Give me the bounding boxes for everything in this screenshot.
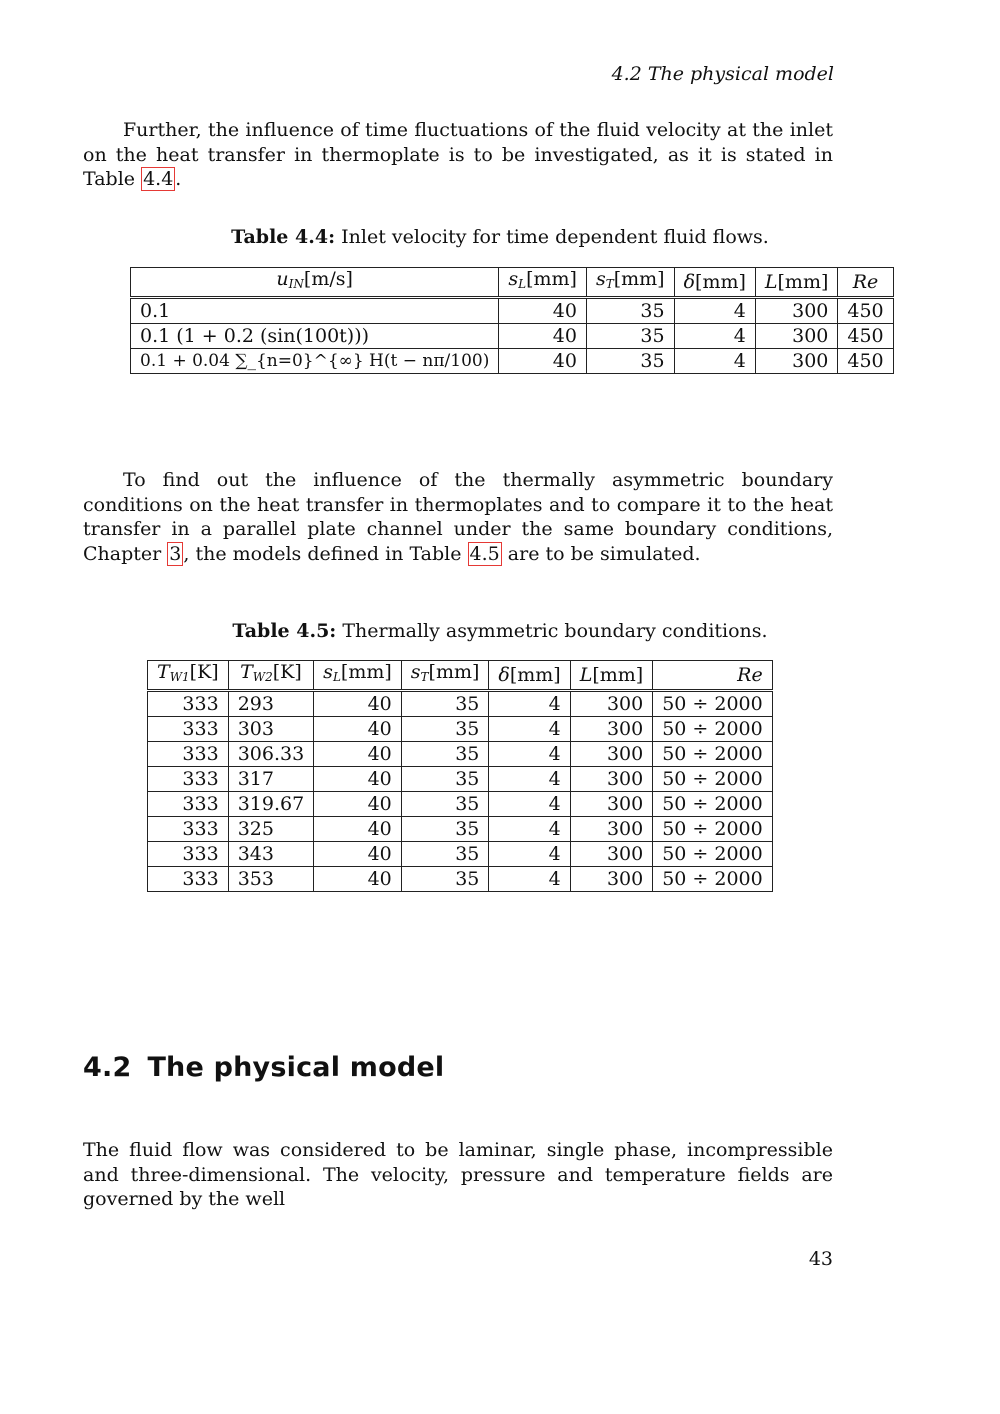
header-re: Re: [653, 661, 773, 691]
cell: 319.67: [228, 792, 313, 817]
header-s-l: $s_L[mm]$: [314, 661, 402, 691]
cell: 333: [148, 691, 229, 717]
cell: 4: [674, 324, 755, 349]
caption-text: Inlet velocity for time dependent fluid flows.: [341, 226, 769, 248]
cell: 353: [228, 867, 313, 892]
caption-label: Table 4.4:: [231, 226, 336, 248]
table-row: [148, 792, 773, 817]
cell: 50 ÷ 2000: [653, 767, 773, 792]
cell: 450: [838, 349, 893, 374]
cell-velocity: 0.1 (1 + 0.2 (sin(100t))): [131, 324, 499, 349]
cell: 40: [314, 792, 402, 817]
cell: 300: [570, 867, 652, 892]
cell: 333: [148, 742, 229, 767]
cell: 35: [401, 742, 489, 767]
cell: 40: [314, 742, 402, 767]
cell: 325: [228, 817, 313, 842]
header-delta: δ[mm]: [489, 661, 570, 691]
table-row: [148, 691, 773, 717]
cell: 300: [755, 298, 837, 324]
cell: 40: [499, 349, 587, 374]
cell: 300: [755, 324, 837, 349]
section-number: 4.2: [83, 1052, 132, 1083]
cell: 4: [489, 792, 570, 817]
cell: 40: [314, 817, 402, 842]
cell: 293: [228, 691, 313, 717]
header-u-in: $u_{IN}[m/s]$: [131, 268, 499, 298]
cell: 50 ÷ 2000: [653, 717, 773, 742]
header-s-t: $s_T[mm]$: [586, 268, 674, 298]
cell: 35: [401, 717, 489, 742]
chapter-3-link[interactable]: 3: [169, 542, 182, 565]
table-4-5: [147, 660, 773, 892]
cell: 40: [314, 717, 402, 742]
running-head: 4.2 The physical model: [611, 63, 834, 85]
cell-velocity: 0.1 + 0.04 ∑_{n=0}^{∞} H(t − nπ/100): [131, 349, 499, 374]
cell: 35: [586, 349, 674, 374]
cell: 333: [148, 717, 229, 742]
table-header-row: [131, 268, 894, 298]
paragraph-physical-model: The fluid flow was considered to be laminar, single phase, incompressible and three-dimensional. The velocity, pressure and temperature fields are governed by the well: [83, 1139, 833, 1210]
cell: 4: [489, 742, 570, 767]
paragraph-asymmetric-conditions: To find out the influence of the thermally asymmetric boundary conditions on the heat transfer in thermoplates and to compare it to the heat transfer in a parallel plate channel under the same boundary conditions, Chapter 3 , the models defined in Table 4.5 are to be simulated.: [83, 469, 833, 565]
cell: 300: [570, 792, 652, 817]
table-row: [148, 842, 773, 867]
cell: 317: [228, 767, 313, 792]
table-4-4-link[interactable]: 4.4: [143, 168, 174, 190]
cell-velocity: 0.1: [131, 298, 499, 324]
cell: 35: [401, 767, 489, 792]
table-4-4: [130, 267, 894, 374]
table-4-4-caption: [0, 226, 1000, 248]
table-header-row: [148, 661, 773, 691]
cell: 4: [674, 298, 755, 324]
table-row: [148, 817, 773, 842]
cell: 333: [148, 767, 229, 792]
header-s-l: $s_L[mm]$: [499, 268, 587, 298]
cell: 50 ÷ 2000: [653, 691, 773, 717]
cell: 450: [838, 298, 893, 324]
header-delta: δ[mm]: [674, 268, 755, 298]
cell: 50 ÷ 2000: [653, 842, 773, 867]
cell: 35: [586, 298, 674, 324]
table-row: [148, 867, 773, 892]
header-re: Re: [838, 268, 893, 298]
cell: 300: [570, 767, 652, 792]
table-row: [148, 742, 773, 767]
cell: 343: [228, 842, 313, 867]
header-t-w1: $T_{W1}[K]$: [148, 661, 229, 691]
cell: 35: [401, 842, 489, 867]
cell: 4: [489, 842, 570, 867]
cell: 300: [570, 717, 652, 742]
cell: 333: [148, 842, 229, 867]
cell: 333: [148, 792, 229, 817]
cell: 50 ÷ 2000: [653, 792, 773, 817]
cell: 300: [570, 691, 652, 717]
section-heading: [83, 1052, 444, 1083]
cell: 35: [401, 867, 489, 892]
header-l: L[mm]: [570, 661, 652, 691]
cell: 450: [838, 324, 893, 349]
cell: 35: [401, 792, 489, 817]
cell: 35: [586, 324, 674, 349]
cell: 40: [314, 767, 402, 792]
cell: 4: [489, 817, 570, 842]
table-row: [148, 717, 773, 742]
cell: 333: [148, 817, 229, 842]
cell: 35: [401, 817, 489, 842]
cell: 50 ÷ 2000: [653, 867, 773, 892]
table-row: [148, 767, 773, 792]
cell: 306.33: [228, 742, 313, 767]
section-title: The physical model: [147, 1052, 445, 1083]
cell: 4: [489, 767, 570, 792]
paragraph-inlet-fluctuation: Further, the influence of time fluctuations of the fluid velocity at the inlet on the heat transfer in thermoplate is to be investigated, as it is stated in Table 4.4 .: [83, 119, 833, 190]
table-4-5-caption: [0, 620, 1000, 642]
cell: 4: [674, 349, 755, 374]
cell: 50 ÷ 2000: [653, 817, 773, 842]
cell: 303: [228, 717, 313, 742]
cell: 4: [489, 691, 570, 717]
table-row: [131, 349, 894, 374]
cell: 40: [499, 324, 587, 349]
header-t-w2: $T_{W2}[K]$: [228, 661, 313, 691]
cell: 40: [499, 298, 587, 324]
cell: 40: [314, 691, 402, 717]
cell: 40: [314, 842, 402, 867]
cell: 300: [570, 742, 652, 767]
table-row: [131, 324, 894, 349]
table-4-5-link[interactable]: 4.5: [469, 542, 500, 565]
cell: 4: [489, 867, 570, 892]
table-row: [131, 298, 894, 324]
cell: 35: [401, 691, 489, 717]
cell: 300: [570, 817, 652, 842]
cell: 333: [148, 867, 229, 892]
cell: 4: [489, 717, 570, 742]
header-s-t: $s_T[mm]$: [401, 661, 489, 691]
caption-text: Thermally asymmetric boundary conditions.: [342, 620, 768, 642]
cell: 300: [570, 842, 652, 867]
cell: 50 ÷ 2000: [653, 742, 773, 767]
caption-label: Table 4.5:: [232, 620, 337, 642]
paragraph-text: Further, the influence of time fluctuations of the fluid velocity at the inlet on the heat transfer in thermoplate is to be investigated, as it is stated in Table: [83, 119, 833, 190]
header-l: L[mm]: [755, 268, 837, 298]
cell: 40: [314, 867, 402, 892]
cell: 300: [755, 349, 837, 374]
page-number: 43: [808, 1248, 833, 1270]
